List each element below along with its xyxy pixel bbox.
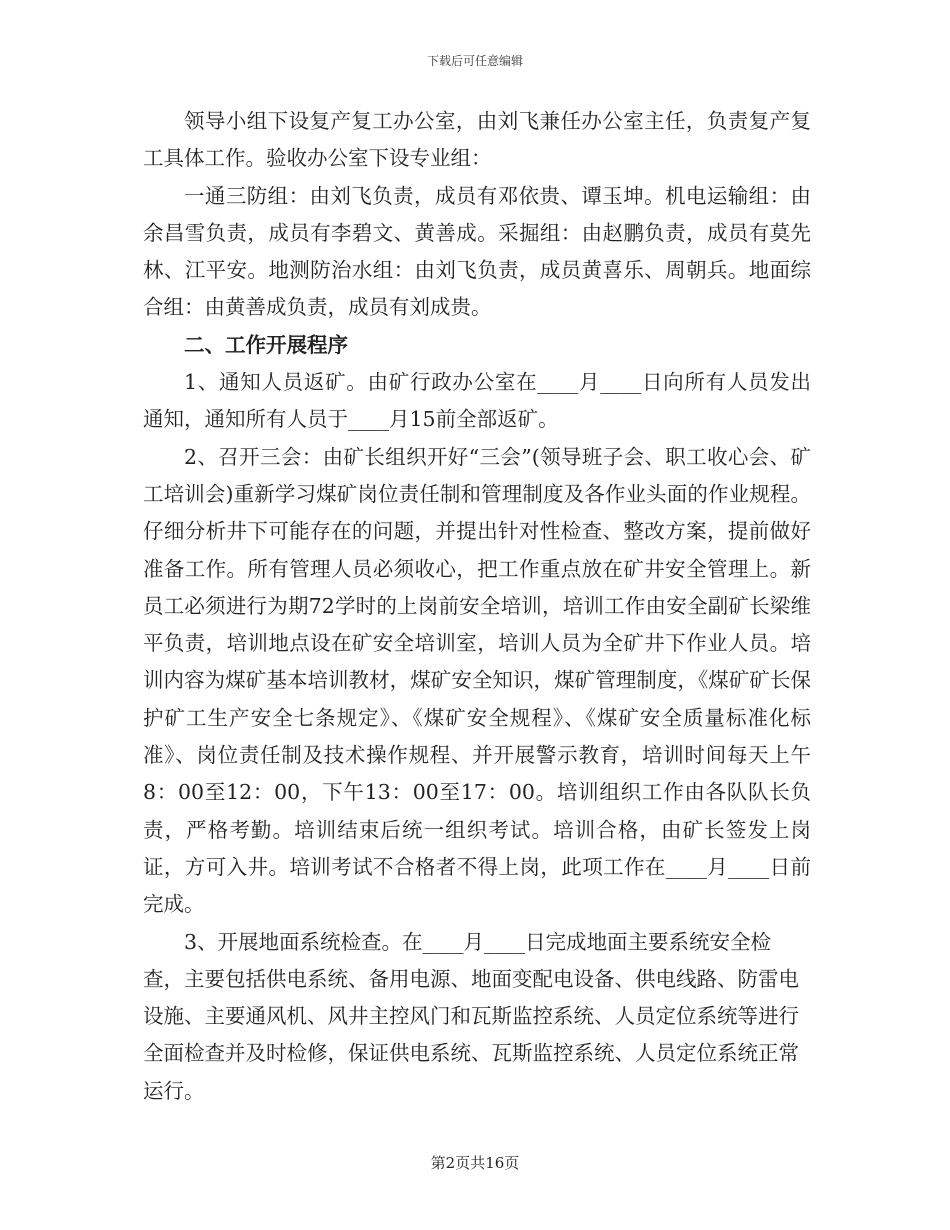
paragraph-step-3: 3、开展地面系统检查。在____月____日完成地面主要系统安全检查，主要包括供电系统、备用电源、地面变配电设备、供电线路、防雷电设施、主要通风机、风井主控风门和瓦斯监控系统、人员定位系统等进行全面检查并及时检修，保证供电系统、瓦斯监控系统、人员定位系统正常运行。 [143, 929, 799, 1103]
page-header: 下载后可任意编辑 [426, 54, 523, 68]
page-footer: 第2页共16页 [430, 1154, 520, 1172]
paragraph-step-2: 2、召开三会：由矿长组织开好“三会”(领导班子会、职工收心会、矿工培训会)重新学习煤矿岗位责任制和管理制度及各作业头面的作业规程。仔细分析井下可能存在的问题，并提出针对性检查、整改方案，提前做好准备工作。所有管理人员必须收心，把工作重点放在矿井安全管理上。新员工必须进行为期72学时的上岗前安全培训，培训工作由安全副矿长梁维平负责，培训地点设在矿安全培训室，培训人员为全矿井下作业人员。培训内容为煤矿基本培训教材，煤矿安全知识，煤矿管理制度，《煤矿矿长保护矿工生产安全七条规定》、《煤矿安全规程》、《煤矿安全质量标准化标准》、岗位责任制及技术操作规程、并开展警示教育，培训时间每天上午8：00至12：00，下午13：00至17：00。培训组织工作由各队队长负责，严格考勤。培训结束后统一组织考试。培训合格，由矿长签发上岗证，方可入井。培训考试不合格者不得上岗，此项工作在____月____日前完成。 [143, 444, 811, 917]
paragraph-specialist-groups: 一通三防组：由刘飞负责，成员有邓依贵、谭玉坤。机电运输组：由余昌雪负责，成员有李碧文、黄善成。采掘组：由赵鹏负责，成员有莫先林、江平安。地测防治水组：由刘飞负责，成员黄喜乐、周朝兵。地面综合组：由黄善成负责，成员有刘成贵。 [143, 183, 811, 320]
document-body [143, 103, 811, 1110]
section-heading: 二、工作开展程序 [184, 332, 348, 357]
paragraph-step-1: 1、通知人员返矿。由矿行政办公室在____月____日向所有人员发出通知，通知所有人员于____月15前全部返矿。 [143, 370, 811, 432]
paragraph-office-setup: 领导小组下设复产复工办公室，由刘飞兼任办公室主任，负责复产复工具体工作。验收办公室下设专业组： [143, 109, 811, 171]
